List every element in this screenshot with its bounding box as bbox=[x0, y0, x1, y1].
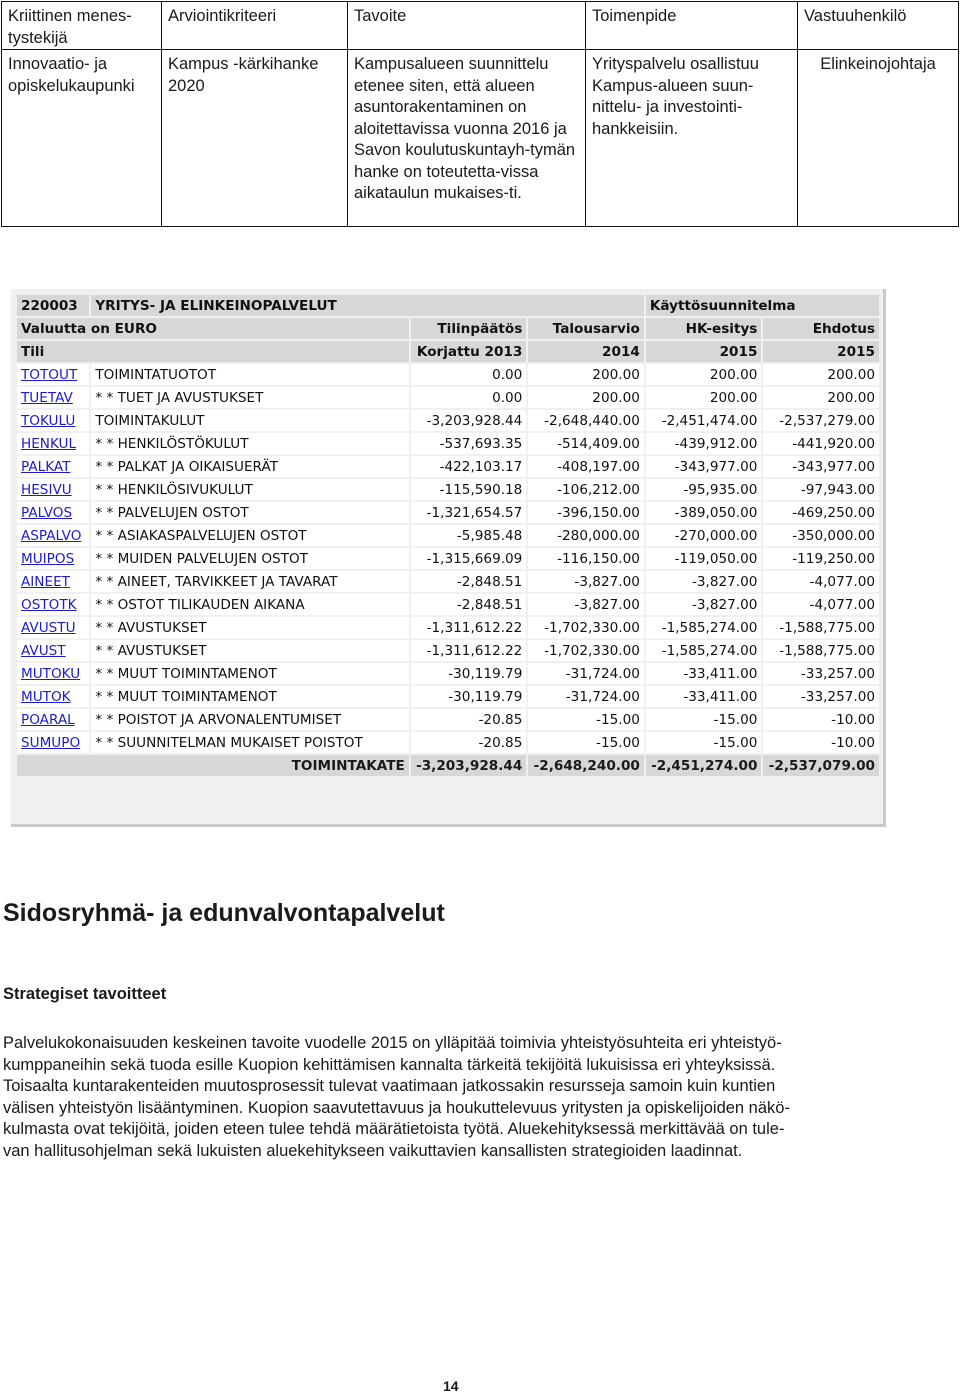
amount-cell: -20.85 bbox=[411, 709, 527, 730]
table-row bbox=[17, 548, 879, 569]
account-name: * * HENKILÖSTÖKULUT bbox=[91, 433, 408, 454]
account-code-link[interactable]: TOTOUT bbox=[17, 364, 89, 385]
amount-cell: -116,150.00 bbox=[528, 548, 644, 569]
account-code-link[interactable]: AVUSTU bbox=[17, 617, 89, 638]
section-title: Sidosryhmä- ja edunvalvontapalvelut bbox=[3, 899, 445, 927]
amount-cell: -537,693.35 bbox=[411, 433, 527, 454]
amount-cell: -4,077.00 bbox=[763, 594, 879, 615]
account-code-link[interactable]: TUETAV bbox=[17, 387, 89, 408]
budget-footer-row bbox=[17, 755, 879, 776]
table-row bbox=[17, 387, 879, 408]
amount-cell: -30,119.79 bbox=[411, 663, 527, 684]
unit-code: 220003 bbox=[17, 295, 89, 316]
account-code-link[interactable]: HESIVU bbox=[17, 479, 89, 500]
col-top-2: HK-esitys bbox=[646, 318, 762, 339]
budget-header-row-3 bbox=[17, 341, 879, 362]
cell-action: Yrityspalvelu osallistuu Kampus-alueen suun-nittelu- ja investointi-hankkeisiin. bbox=[586, 50, 798, 227]
header-responsible: Vastuuhenkilö bbox=[798, 2, 959, 50]
amount-cell: -95,935.00 bbox=[646, 479, 762, 500]
account-name: * * MUIDEN PALVELUJEN OSTOT bbox=[91, 548, 408, 569]
plan-title: Käyttösuunnitelma bbox=[646, 295, 879, 316]
table-row bbox=[17, 571, 879, 592]
budget-table bbox=[15, 293, 881, 778]
table-row bbox=[17, 410, 879, 431]
amount-cell: 200.00 bbox=[528, 364, 644, 385]
cell-goal: Kampusalueen suunnittelu etenee siten, että alueen asuntorakentaminen on aloitettavissa vuonna 2016 ja Savon koulutuskuntayh-tymän hanke on toteutetta-vissa aikataulun mukaises-ti. bbox=[348, 50, 586, 227]
amount-cell: -31,724.00 bbox=[528, 663, 644, 684]
amount-cell: 200.00 bbox=[528, 387, 644, 408]
amount-cell: -280,000.00 bbox=[528, 525, 644, 546]
footer-label: TOIMINTAKATE bbox=[17, 755, 409, 776]
amount-cell: -1,311,612.22 bbox=[411, 640, 527, 661]
amount-cell: -2,848.51 bbox=[411, 594, 527, 615]
amount-cell: -3,203,928.44 bbox=[411, 410, 527, 431]
amount-cell: -408,197.00 bbox=[528, 456, 644, 477]
amount-cell: -469,250.00 bbox=[763, 502, 879, 523]
table-row bbox=[17, 525, 879, 546]
account-name: * * AVUSTUKSET bbox=[91, 640, 408, 661]
account-name: * * MUUT TOIMINTAMENOT bbox=[91, 663, 408, 684]
paragraph-line: Toisaalta kuntarakenteiden muutosprosessit tulevat vaatimaan jatkossakin resursseja samoin kuin kuntien bbox=[3, 1077, 776, 1095]
amount-cell: -389,050.00 bbox=[646, 502, 762, 523]
budget-header-row-2 bbox=[17, 318, 879, 339]
account-name: * * TUET JA AVUSTUKSET bbox=[91, 387, 408, 408]
table-row bbox=[17, 617, 879, 638]
account-name: * * POISTOT JA ARVONALENTUMISET bbox=[91, 709, 408, 730]
amount-cell: -270,000.00 bbox=[646, 525, 762, 546]
amount-cell: -439,912.00 bbox=[646, 433, 762, 454]
amount-cell: -15.00 bbox=[646, 732, 762, 753]
amount-cell: -97,943.00 bbox=[763, 479, 879, 500]
amount-cell: 200.00 bbox=[646, 387, 762, 408]
account-code-link[interactable]: PALVOS bbox=[17, 502, 89, 523]
table-row bbox=[17, 640, 879, 661]
amount-cell: -1,585,274.00 bbox=[646, 640, 762, 661]
amount-cell: -30,119.79 bbox=[411, 686, 527, 707]
footer-amount: -2,451,274.00 bbox=[646, 755, 762, 776]
criteria-row bbox=[2, 50, 959, 227]
amount-cell: -15.00 bbox=[528, 709, 644, 730]
amount-cell: -33,411.00 bbox=[646, 663, 762, 684]
section-paragraph bbox=[3, 1033, 903, 1162]
header-critical-factor: Kriittinen menes-tystekijä bbox=[2, 2, 162, 50]
header-action: Toimenpide bbox=[586, 2, 798, 50]
account-code-link[interactable]: MUTOKU bbox=[17, 663, 89, 684]
amount-cell: -422,103.17 bbox=[411, 456, 527, 477]
account-code-link[interactable]: ASPALVO bbox=[17, 525, 89, 546]
col-bottom-1: 2014 bbox=[528, 341, 644, 362]
col-bottom-3: 2015 bbox=[763, 341, 879, 362]
account-name: * * MUUT TOIMINTAMENOT bbox=[91, 686, 408, 707]
amount-cell: -15.00 bbox=[646, 709, 762, 730]
amount-cell: -1,588,775.00 bbox=[763, 617, 879, 638]
account-code-link[interactable]: AINEET bbox=[17, 571, 89, 592]
amount-cell: -2,848.51 bbox=[411, 571, 527, 592]
col-top-0: Tilinpäätös bbox=[411, 318, 527, 339]
amount-cell: 200.00 bbox=[646, 364, 762, 385]
amount-cell: -33,257.00 bbox=[763, 686, 879, 707]
table-row bbox=[17, 479, 879, 500]
account-name: * * SUUNNITELMAN MUKAISET POISTOT bbox=[91, 732, 408, 753]
amount-cell: -106,212.00 bbox=[528, 479, 644, 500]
cell-responsible: Elinkeinojohtaja bbox=[798, 50, 959, 227]
amount-cell: -514,409.00 bbox=[528, 433, 644, 454]
amount-cell: -10.00 bbox=[763, 709, 879, 730]
paragraph-line: kulmasta ovat tekijöitä, joiden eteen tulee tehdä määrätietoista työtä. Aluekehityksessä merkittävää on tule- bbox=[3, 1120, 785, 1138]
account-code-link[interactable]: POARAL bbox=[17, 709, 89, 730]
account-name: * * PALKAT JA OIKAISUERÄT bbox=[91, 456, 408, 477]
cell-criterion: Kampus -kärkihanke 2020 bbox=[162, 50, 348, 227]
amount-cell: -1,315,669.09 bbox=[411, 548, 527, 569]
header-goal: Tavoite bbox=[348, 2, 586, 50]
table-row bbox=[17, 732, 879, 753]
amount-cell: -343,977.00 bbox=[646, 456, 762, 477]
paragraph-line: Palvelukokonaisuuden keskeinen tavoite vuodelle 2015 on ylläpitää toimivia yhteistyösuhteita eri yhteistyö- bbox=[3, 1034, 782, 1052]
table-row bbox=[17, 456, 879, 477]
amount-cell: -2,537,279.00 bbox=[763, 410, 879, 431]
amount-cell: -31,724.00 bbox=[528, 686, 644, 707]
account-name: * * AINEET, TARVIKKEET JA TAVARAT bbox=[91, 571, 408, 592]
col-bottom-2: 2015 bbox=[646, 341, 762, 362]
account-name: TOIMINTATUOTOT bbox=[91, 364, 408, 385]
amount-cell: -1,702,330.00 bbox=[528, 640, 644, 661]
amount-cell: -2,451,474.00 bbox=[646, 410, 762, 431]
section-subtitle: Strategiset tavoitteet bbox=[3, 985, 167, 1003]
table-row bbox=[17, 594, 879, 615]
col-bottom-0: Korjattu 2013 bbox=[411, 341, 527, 362]
header-criterion: Arviointikriteeri bbox=[162, 2, 348, 50]
account-name: * * HENKILÖSIVUKULUT bbox=[91, 479, 408, 500]
account-name: * * AVUSTUKSET bbox=[91, 617, 408, 638]
amount-cell: 0.00 bbox=[411, 387, 527, 408]
amount-cell: -15.00 bbox=[528, 732, 644, 753]
budget-screenshot bbox=[11, 289, 886, 827]
amount-cell: -1,588,775.00 bbox=[763, 640, 879, 661]
amount-cell: -119,050.00 bbox=[646, 548, 762, 569]
amount-cell: -20.85 bbox=[411, 732, 527, 753]
paragraph-line: välisen yhteistyön lisääntyminen. Kuopion saavutettavuus ja houkuttelevuus yritysten ja opiskelijoiden näkö- bbox=[3, 1098, 790, 1117]
amount-cell: -1,585,274.00 bbox=[646, 617, 762, 638]
account-code-link[interactable]: PALKAT bbox=[17, 456, 89, 477]
amount-cell: -33,257.00 bbox=[763, 663, 879, 684]
criteria-table bbox=[1, 1, 959, 227]
account-code-link[interactable]: MUIPOS bbox=[17, 548, 89, 569]
footer-amount: -2,537,079.00 bbox=[763, 755, 879, 776]
unit-name: YRITYS- JA ELINKEINOPALVELUT bbox=[91, 295, 644, 316]
criteria-header-row bbox=[2, 2, 959, 50]
amount-cell: -33,411.00 bbox=[646, 686, 762, 707]
currency-label: Valuutta on EURO bbox=[17, 318, 409, 339]
amount-cell: -2,648,440.00 bbox=[528, 410, 644, 431]
amount-cell: -3,827.00 bbox=[528, 594, 644, 615]
budget-header-row-1 bbox=[17, 295, 879, 316]
footer-amount: -2,648,240.00 bbox=[528, 755, 644, 776]
account-label: Tili bbox=[17, 341, 409, 362]
account-code-link[interactable]: AVUST bbox=[17, 640, 89, 661]
amount-cell: -115,590.18 bbox=[411, 479, 527, 500]
amount-cell: 0.00 bbox=[411, 364, 527, 385]
cell-factor: Innovaatio- ja opiskelukaupunki bbox=[2, 50, 162, 227]
account-code-link[interactable]: MUTOK bbox=[17, 686, 89, 707]
amount-cell: -343,977.00 bbox=[763, 456, 879, 477]
table-row bbox=[17, 709, 879, 730]
table-row bbox=[17, 433, 879, 454]
account-code-link[interactable]: OSTOTK bbox=[17, 594, 89, 615]
table-row bbox=[17, 663, 879, 684]
amount-cell: -10.00 bbox=[763, 732, 879, 753]
amount-cell: 200.00 bbox=[763, 364, 879, 385]
amount-cell: -5,985.48 bbox=[411, 525, 527, 546]
amount-cell: -441,920.00 bbox=[763, 433, 879, 454]
col-top-1: Talousarvio bbox=[528, 318, 644, 339]
page-number: 14 bbox=[443, 1378, 459, 1394]
account-code-link[interactable]: HENKUL bbox=[17, 433, 89, 454]
amount-cell: -396,150.00 bbox=[528, 502, 644, 523]
account-code-link[interactable]: TOKULU bbox=[17, 410, 89, 431]
table-row bbox=[17, 364, 879, 385]
amount-cell: -1,321,654.57 bbox=[411, 502, 527, 523]
amount-cell: -3,827.00 bbox=[646, 571, 762, 592]
amount-cell: 200.00 bbox=[763, 387, 879, 408]
account-name: TOIMINTAKULUT bbox=[91, 410, 408, 431]
account-name: * * PALVELUJEN OSTOT bbox=[91, 502, 408, 523]
amount-cell: -1,702,330.00 bbox=[528, 617, 644, 638]
amount-cell: -1,311,612.22 bbox=[411, 617, 527, 638]
account-code-link[interactable]: SUMUPO bbox=[17, 732, 89, 753]
paragraph-line: van hallitusohjelman sekä lukuisten aluekehitykseen vaikuttavien kansallisten strategioiden laadinnat. bbox=[3, 1141, 743, 1160]
amount-cell: -3,827.00 bbox=[646, 594, 762, 615]
amount-cell: -3,827.00 bbox=[528, 571, 644, 592]
account-name: * * OSTOT TILIKAUDEN AIKANA bbox=[91, 594, 408, 615]
col-top-3: Ehdotus bbox=[763, 318, 879, 339]
table-row bbox=[17, 502, 879, 523]
amount-cell: -350,000.00 bbox=[763, 525, 879, 546]
amount-cell: -4,077.00 bbox=[763, 571, 879, 592]
footer-amount: -3,203,928.44 bbox=[411, 755, 527, 776]
table-row bbox=[17, 686, 879, 707]
amount-cell: -119,250.00 bbox=[763, 548, 879, 569]
account-name: * * ASIAKASPALVELUJEN OSTOT bbox=[91, 525, 408, 546]
paragraph-line: kumppaneihin sekä tuoda esille Kuopion kehittämisen kannalta tärkeitä tekijöitä lukuisissa eri yhteyksissä. bbox=[3, 1055, 776, 1074]
